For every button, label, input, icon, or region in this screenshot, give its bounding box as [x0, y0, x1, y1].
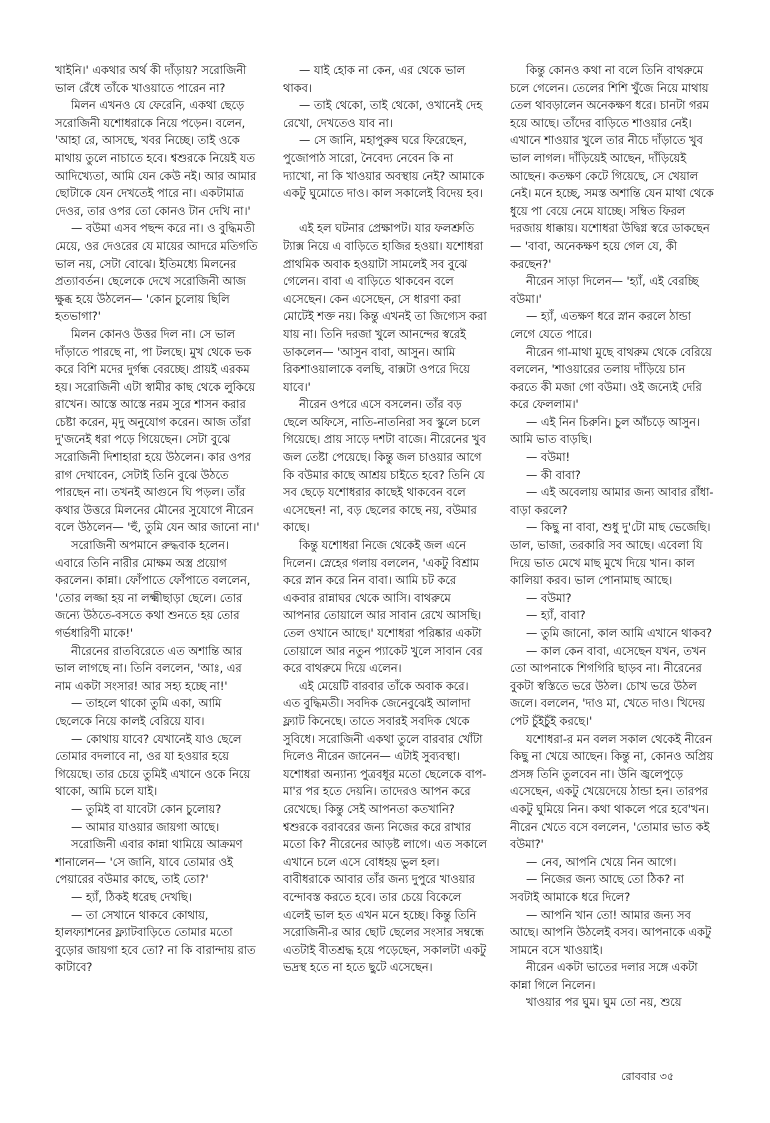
paragraph: — তুমি জানো, কাল আমি এখানে থাকব?: [526, 627, 712, 640]
paragraph: — নিজের জন্য আছে তো ঠিক? না সবটাই আমাকে ধরে দিলে?: [510, 873, 684, 904]
paragraph: এই মেয়েটি বারবার তাঁকে অবাক করে। এত বুদ্ধিমতী। সবদিক জেনেবুঝেই আলাদা ফ্ল্যাট কিনেছে। তাতে সবারই সবদিক থেকে সুবিধে। সরোজিনী একথা তুলে বারবার খোঁটা দিলেও নীরেন জানেন— এটাই সুব্যবস্থা। যশোধরা অন্যান্য পুত্রবধূর মতো ছেলেকে বাপ-মা'র পর হতে দেয়নি। তাদেরও আপন করে রেখেছে। কিন্তু সেই আপনতা কতখানি? শ্বশুরকে বরাবরের জন্য নিজের করে রাখার মতো কি? নীরেনের আড়ষ্ট লাগে। এত সকালে এখানে চলে এসে বোধহয় ভুল হল। বাবীধরাকে আবার তাঁর জন্য দুপুরে খাওয়ার বন্দোবস্ত করতে হবে। তার চেয়ে বিকেলে এলেই ভাল হত এখন মনে হচ্ছে। কিন্তু তিনি সরোজিনী-র আর ছোট ছেলের সংসার সম্বন্ধে এতটাই বীতশ্রদ্ধ হয়ে পড়েছেন, সকালটা একটু ভদ্রস্থ হতে না হতে ছুটে এসেছেন।: [283, 679, 487, 975]
paragraph: যশোধরা-র মন বলল সকাল থেকেই নীরেন কিছু না খেয়ে আছেন। কিন্তু না, কোনও অপ্রিয় প্রসঙ্গ তিনি তুলবেন না। উনি জ্বলেপুড়ে এসেছেন, একটু খেয়েদেয়ে ঠান্ডা হন। তারপর একটু ঘুমিয়ে নিন। কথা থাকলে পরে হবে'খন। নীরেন খেতে বসে বললেন, 'তোমার ভাত কই বউমা?': [510, 732, 714, 852]
paragraph: — আপনি খান তো! আমার জন্য সব আছে। আপনি উঠলেই বসব। আপনাকে একটু সামনে বসে খাওয়াই।: [510, 908, 712, 957]
paragraph: মিলন কোনও উত্তর দিল না। সে ভাল দাঁড়াতে পারছে না, পা টলছে। মুখ থেকে ভক করে বিশি মদের দুর্গন্ধ বেরচ্ছে। প্রায়ই এরকম হয়। সরোজিনী এটা স্বামীর কাছ থেকে লুকিয়ে রাখেন। আস্তে আস্তে নরম সুরে শাসন করার চেষ্টা করেন, মৃদু অনুযোগ করেন। আজ তাঁরা দু'জনেই ধরা পড়ে গিয়েছেন। সেটা বুঝে সরোজিনী দিশাহারা হয়ে উঠলেন। কার ওপর রাগ দেখাবেন, সেটাই তিনি বুঝে উঠতে পারছেন না। তখনই আগুনে ঘি পড়ল। তাঁর কথার উত্তরে মিলনের মৌনের সুযোগে নীরেন বলে উঠলেন— 'হুঁ, তুমি যেন আর জানো না।': [55, 327, 260, 535]
paragraph: — বউমা এসব পছন্দ করে না। ও বুদ্ধিমতী মেয়ে, ওর দেওরের যে মায়ের আদরে মতিগতি ভাল নয়, সেটা বোঝে। ইতিমধ্যে মিলনের প্রত্যাবর্তন। ছেলেকে দেখে সরোজিনী আজ ক্ষুব্ধ হয়ে উঠলেন— 'কোন চুলোয় ছিলি হতভাগা?': [55, 222, 258, 324]
paragraph: সরোজিনী এবার কান্না থামিয়ে আক্রমণ শানালেন— 'সে জানি, যাবে তোমার ওই পেয়ারের বউমার কাছে, তাই তো?': [55, 838, 243, 887]
paragraph: নীরেন গা-মাথা মুছে বাথরুম থেকে বেরিয়ে বললেন, 'শাওয়ারের তলায় দাঁড়িয়ে চান করতে কী মজা গো বউমা। ওই জন্যেই দেরি করে ফেললাম।': [510, 345, 712, 412]
paragraph: — যাই হোক না কেন, এর থেকে ভাল থাকব।: [283, 64, 465, 95]
paragraph: নীরেনের রাতবিরেতে এত অশান্তি আর ভাল লাগছে না। তিনি বললেন, 'আঃ, এর নাম একটা সংসার! আর সহ্য হচ্ছে না!': [55, 644, 243, 693]
paragraph: — তাহলে থাকো তুমি একা, আমি ছেলেকে নিয়ে কালই বেরিয়ে যাব।: [55, 697, 222, 728]
paragraph: — বউমা?: [526, 591, 572, 605]
paragraph: — নেব, আপনি খেয়ে নিন আগে।: [526, 855, 677, 869]
paragraph: খাইনি।' একথার অর্থ কী দাঁড়ায়? সরোজিনী ভাল রেঁধে তাঁকে খাওয়াতে পারেন না?: [55, 64, 247, 95]
paragraph: — কিছু না বাবা, শুধু দু'টো মাছ ভেজেছি। ডাল, ভাজা, তরকারি সব আছে। এবেলা যি দিয়ে ভাত মেখে মাছ মুখে দিয়ে খান। কাল কালিয়া করব। ভাল পোনামাছ আছে।: [510, 521, 711, 588]
text-column-3: [510, 62, 715, 1102]
paragraph: নীরেন ওপরে এসে বসলেন। তাঁর বড় ছেলে অফিসে, নাতি-নাতনিরা সব স্কুলে চলে গিয়েছে। প্রায় সাড়ে দশটা বাজে। নীরেনের খুব জল তেষ্টা পেয়েছে। কিন্তু জল চাওয়ার আগে কি বউমার কাছে আশ্রয় চাইতে হবে? তিনি যে সব ছেড়ে যশোধরার কাছেই থাকবেন বলে এসেছেন! না, বড় ছেলের কাছে নয়, বউমার কাছে।: [283, 398, 486, 535]
paragraph: নীরেন একটা ভাতের দলার সঙ্গে একটা কান্না গিলে নিলেন।: [510, 961, 698, 992]
paragraph: — তুমিই বা যাবেটা কোন চুলোয়?: [71, 802, 222, 816]
paragraph: খাওয়ার পর ঘুম। ঘুম তো নয়, শুয়ে: [526, 996, 682, 1010]
paragraph: — বউমা!: [526, 451, 571, 465]
paragraph: নীরেন সাড়া দিলেন— 'হ্যাঁ, এই বেরচ্ছি বউমা।': [510, 275, 699, 306]
paragraph: — এই নিন চিরুনি। চুল আঁচড়ে আসুন। আমি ভাত বাড়ছি।: [510, 415, 700, 447]
paragraph: — আমার যাওয়ার জায়গা আছে।: [71, 820, 220, 834]
paragraph: — তা সেখানে থাকবে কোথায়, হালফ্যাশনের ফ্ল্যাটবাড়িতে তোমার মতো বুড়োর জায়গা হবে তো? না কি বারান্দায় রাত কাটাবে?: [55, 908, 256, 975]
paragraph: এই হল ঘটনার প্রেক্ষাপট। যার ফলশ্রুতি ট্যাক্স নিয়ে এ বাড়িতে হাজির হওয়া। যশোধরা প্রাথমিক অবাক হওয়াটা সামলেই সব বুঝে গেলেন। বাবা এ বাড়িতে থাকবেন বলে এসেছেন। কেন এসেছেন, সে ধারণা করা মোটেই শক্ত নয়। কিন্তু এখনই তা জিগ্যেস করা যায় না। তিনি দরজা খুলে আনন্দের স্বরেই ডাকলেন— 'আসুন বাবা, আসুন। আমি রিকশাওয়ালাকে বলছি, বাক্সটা ওপরে দিয়ে যাবে।': [283, 222, 487, 394]
paragraph: — কী বাবা?: [526, 468, 581, 482]
page-footer: রোববার ৩৫: [621, 1070, 674, 1083]
paragraph: সরোজিনী অপমানে রুদ্ধবাক হলেন। এবারে তিনি নারীর মোক্ষম অস্ত্র প্রয়োগ করলেন। কান্না। ফোঁপাতে ফোঁপাতে বললেন, 'তোর লজ্জা হয় না লক্ষ্মীছাড়া ছেলে। তোর জন্যে উঠতে-বসতে কথা শুনতে হয় তোর গর্ভধারিণী মাকে!': [55, 539, 251, 640]
paragraph: — কাল কেন বাবা, এসেছেন যখন, তখন তো আপনাকে শিগগিরি ছাড়ব না। নীরেনের বুকটা স্বস্তিতে ভরে উঠল। চোখ ভরে উঠল জলে। বললেন, 'দাও মা, খেতে দাও। খিদেয় পেট চুঁইচুঁই করছে।': [510, 644, 707, 728]
paragraph: মিলন এখনও যে ফেরেনি, একথা ছেড়ে সরোজিনী যশোধরাকে নিয়ে পড়েন। বলেন, 'আহা রে, আসছে, খবর নিচ্ছে। তাই ওকে মাথায় তুলে নাচাতে হবে। শ্বশুরকে নিয়েই যত আদিখ্যেতা, আমি যেন কেউ নই। আর আমার ছোটাকে যেন দেখতেই পারে না। একটামাত্র দেওর, তার ওপর তো কোনও টান দেখি না।': [55, 99, 257, 218]
paragraph: কিন্তু যশোধরা নিজে থেকেই জল এনে দিলেন। স্নেহের গলায় বললেন, 'একটু বিশ্রাম করে স্নান করে নিন বাবা। আমি চট করে একবার রান্নাঘর থেকে আসি। বাথরুমে আপনার তোয়ালে আর সাবান রেখে আসছি। তেল ওখানে আছে।' যশোধরা পরিষ্কার একটা তোয়ালে আর নতুন প্যাকেট খুলে সাবান বের করে বাথরুমে দিয়ে এলেন।: [283, 539, 483, 676]
paragraph: — এই অবেলায় আমার জন্য আবার রাঁধা-বাড়া করলে?: [510, 486, 714, 517]
text-column-1: [55, 62, 260, 1102]
paragraph: — হ্যাঁ, এতক্ষণ ধরে স্নান করলে ঠান্ডা লেগে যেতে পারে।: [510, 310, 691, 341]
paragraph: — সে জানি, মহাপুরুষ ঘরে ফিরেছেন, পুজোপাঠ সারো, নৈবেদ্য নেবেন কি না দ্যাখো, না কি খাওয়ার অবস্থায় নেই? আমাকে একটু ঘুমোতে দাও। কাল সকালেই বিদেয় হব।: [283, 134, 485, 201]
paragraph: — হ্যাঁ, ঠিকই ধরেছ দেখছি।: [71, 890, 192, 904]
text-column-2: [283, 62, 488, 1102]
paragraph: — কোথায় যাবে? যেখানেই যাও ছেলে তোমার বদলাবে না, ওর যা হওয়ার হয়ে গিয়েছে। তার চেয়ে তুমিই এখানে ওকে নিয়ে থাকো, আমি চলে যাই।: [55, 732, 250, 799]
paragraph: কিন্তু কোনও কথা না বলে তিনি বাথরুমে চলে গেলেন। তেলের শিশি খুঁজে নিয়ে মাথায় তেল থাবড়ালেন অনেকক্ষণ ধরে। চানটা গরম হয়ে আছে। তাঁদের বাড়িতে শাওয়ার নেই। এখানে শাওয়ার খুলে তার নীচে দাঁড়াতে খুব ভাল লাগল। দাঁড়িয়েই আছেন, দাঁড়িয়েই আছেন। কতক্ষণ কেটে গিয়েছে, সে খেয়াল নেই। মনে হচ্ছে, সমস্ত অশান্তি যেন মাথা থেকে ধুয়ে পা বেয়ে নেমে যাচ্ছে। সম্বিত ফিরল দরজায় ধাক্কায়। যশোধরা উদ্বিগ্ন স্বরে ডাকছেন— 'বাবা, অনেকক্ষণ হয়ে গেল যে, কী করছেন?': [510, 64, 714, 271]
paragraph: — তাই থেকো, তাই থেকো, ওখানেই দেহ রেখো, দেখতেও যাব না।: [283, 99, 483, 130]
paragraph: — হ্যাঁ, বাবা?: [526, 609, 586, 623]
